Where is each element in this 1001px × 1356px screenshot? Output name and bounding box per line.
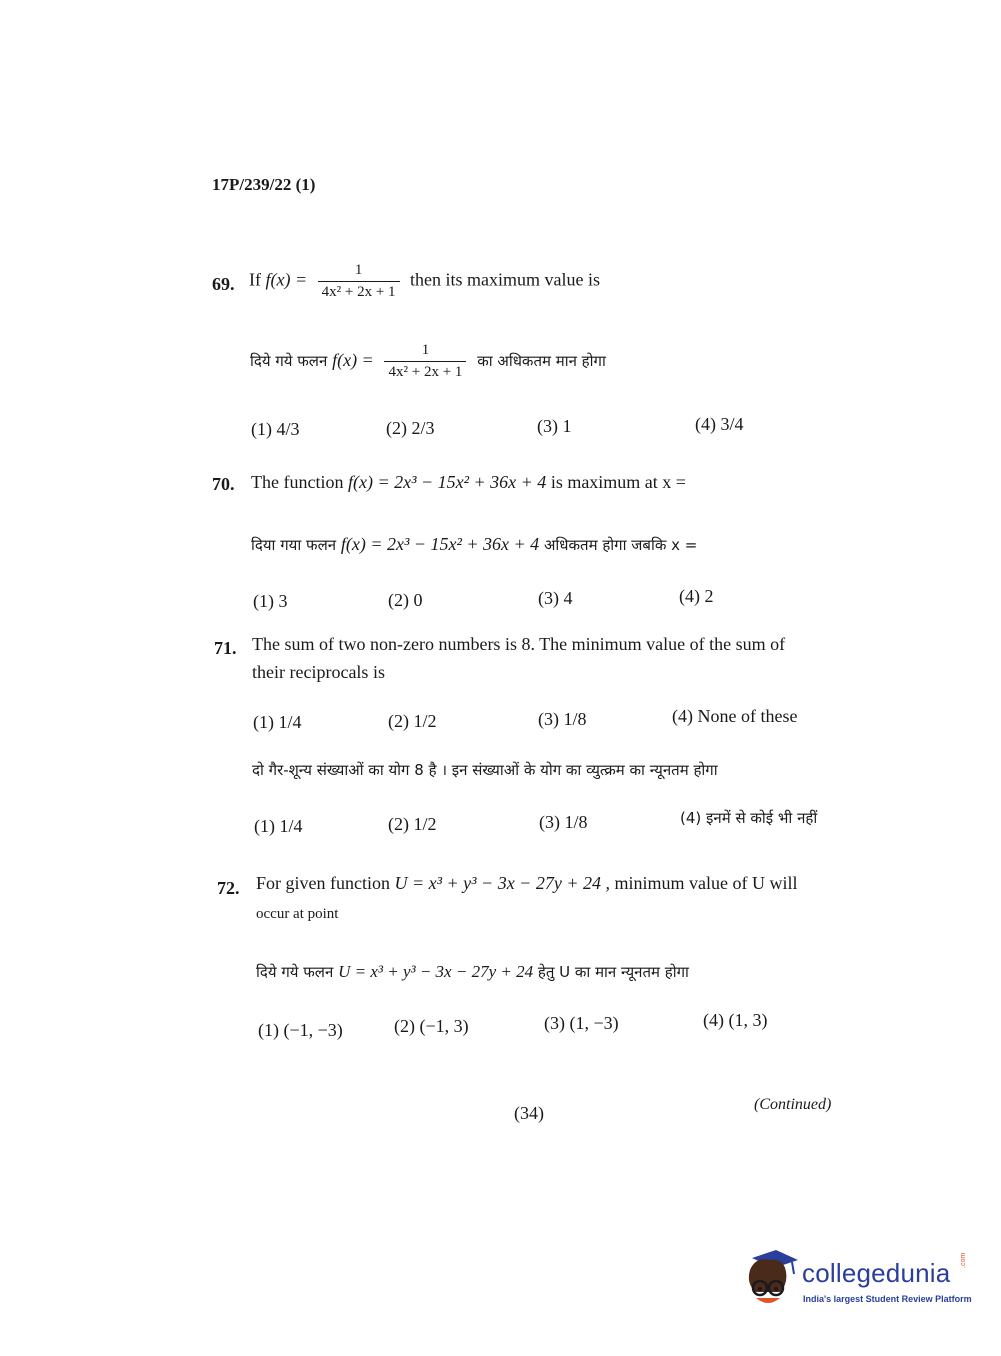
question-69-frac-denominator: 4x² + 2x + 1 [318, 281, 400, 301]
question-69-hindi-suffix: का अधिकतम मान होगा [477, 352, 606, 370]
question-70-number: 70. [212, 474, 235, 494]
question-71-option-3: (3) 1/8 [538, 709, 587, 729]
question-71-hindi-option-2: (2) 1/2 [388, 814, 437, 834]
question-70-hindi [251, 534, 697, 555]
question-71-hindi-option-4: (4) इनमें से कोई भी नहीं [680, 809, 818, 827]
question-69-text [249, 262, 600, 301]
question-71-hindi: दो गैर-शून्य संख्याओं का योग 8 है । इन संख्याओं के योग का व्युत्क्रम का न्यूनतम होगा [252, 761, 718, 779]
question-69-hindi-fraction [384, 342, 466, 381]
question-71-line-2: their reciprocals is [252, 662, 385, 682]
question-69-hindi [250, 342, 606, 381]
question-72-option-4: (4) (1, 3) [703, 1010, 768, 1030]
question-69-frac-numerator: 1 [354, 262, 363, 278]
question-72-number: 72. [217, 878, 240, 898]
question-69-hindi-frac-denominator: 4x² + 2x + 1 [384, 361, 466, 381]
brand-com: .com [960, 1252, 967, 1268]
question-69-hindi-prefix: दिये गये फलन [250, 352, 328, 370]
question-72-expression: U = x³ + y³ − 3x − 27y + 24 , [394, 873, 610, 893]
question-70-option-3: (3) 4 [538, 588, 573, 608]
question-70-prefix: The function [251, 472, 344, 492]
question-70-suffix: is maximum at x = [550, 472, 686, 492]
question-70-expression: f(x) = 2x³ − 15x² + 36x + 4 [347, 472, 547, 492]
question-71-option-1: (1) 1/4 [253, 712, 302, 732]
brand-name: collegedunia [802, 1258, 951, 1288]
question-72-text [256, 873, 797, 894]
question-71-hindi-option-1: (1) 1/4 [254, 816, 303, 836]
question-69-option-2: (2) 2/3 [386, 418, 435, 438]
question-71-line-1: The sum of two non-zero numbers is 8. The minimum value of the sum of [252, 634, 786, 654]
question-71-option-2: (2) 1/2 [388, 711, 437, 731]
brand-logo [742, 1248, 972, 1312]
question-70-hindi-expression: f(x) = 2x³ − 15x² + 36x + 4 [340, 534, 540, 554]
question-69-prefix: If [249, 269, 261, 290]
question-72-line-2: occur at point [256, 906, 339, 922]
question-69-suffix: then its maximum value is [410, 269, 601, 290]
page-number: (34) [514, 1103, 544, 1123]
question-72-hindi-suffix: हेतु U का मान न्यूनतम होगा [537, 963, 689, 981]
question-72-option-1: (1) (−1, −3) [258, 1020, 343, 1040]
question-70-hindi-suffix: अधिकतम होगा जबकि x = [543, 536, 698, 554]
question-72-suffix: minimum value of U will [614, 873, 798, 893]
question-69-number: 69. [212, 274, 235, 294]
question-69-fraction [318, 262, 400, 301]
question-71-hindi-option-3: (3) 1/8 [539, 812, 588, 832]
question-69-option-1: (1) 4/3 [251, 419, 300, 439]
question-72-prefix: For given function [256, 873, 390, 893]
question-72-hindi [256, 962, 689, 982]
question-71-option-4: (4) None of these [672, 706, 798, 726]
question-70-option-4: (4) 2 [679, 586, 714, 606]
question-69-hindi-frac-numerator: 1 [421, 342, 430, 358]
question-72-hindi-prefix: दिये गये फलन [256, 963, 334, 981]
question-72-option-2: (2) (−1, 3) [394, 1016, 469, 1036]
question-72-hindi-expression: U = x³ + y³ − 3x − 27y + 24 [338, 962, 534, 981]
brand-tagline: India's largest Student Review Platform [803, 1294, 972, 1304]
question-70-option-1: (1) 3 [253, 591, 288, 611]
mascot-icon [742, 1248, 800, 1310]
question-70-option-2: (2) 0 [388, 590, 423, 610]
continued-label: (Continued) [754, 1096, 832, 1113]
question-69-fx: f(x) = [265, 269, 308, 290]
question-69-hindi-fx: f(x) = [332, 350, 374, 370]
question-70-hindi-prefix: दिया गया फलन [251, 536, 337, 554]
question-70-text [251, 472, 686, 493]
question-69-option-3: (3) 1 [537, 416, 572, 436]
paper-code: 17P/239/22 (1) [212, 175, 316, 194]
question-71-number: 71. [214, 638, 237, 658]
question-72-option-3: (3) (1, −3) [544, 1013, 619, 1033]
question-69-option-4: (4) 3/4 [695, 414, 744, 434]
